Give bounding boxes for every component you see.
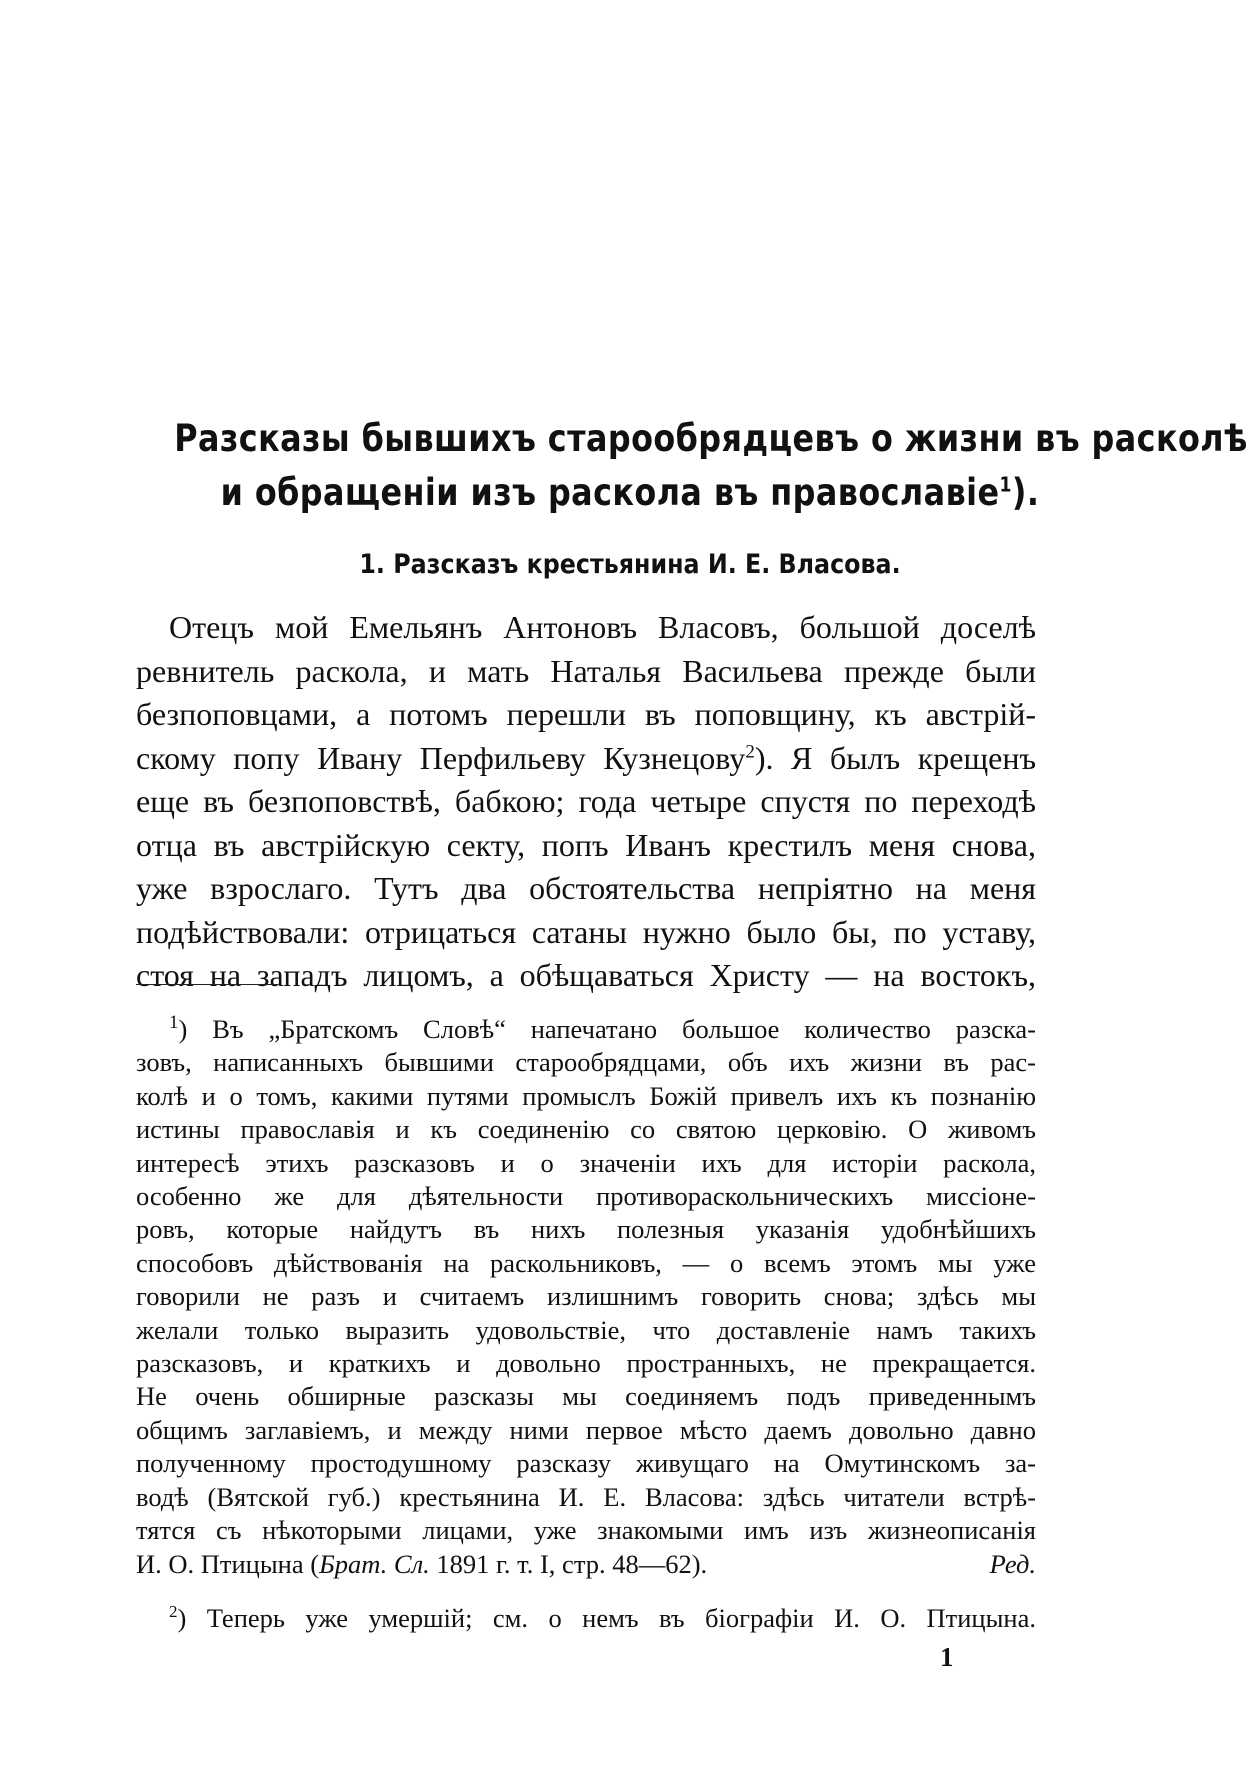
body-line: стоя на западъ лицомъ, а обѣщаваться Христу — на востокъ,	[136, 957, 1036, 993]
footnote-line: зовъ, написанныхъ бывшими старообрядцами, объ ихъ жизни въ рас-	[136, 1047, 1036, 1078]
footnote-line: общимъ заглавіемъ, и между ними первое мѣсто даемъ довольно давно	[136, 1414, 1036, 1445]
footnote-2-text: ) Теперь уже умершій; см. о немъ въ біографіи И. О. Птицына.	[177, 1603, 1036, 1633]
footnote-divider	[136, 984, 278, 985]
footnote-line: тятся съ нѣкоторыми лицами, уже знакомыми имъ изъ жизнеописанія	[136, 1515, 1036, 1546]
footnote-line: Не очень обширные разсказы мы соединяемъ подъ приведеннымъ	[136, 1381, 1036, 1412]
body-line: подѣйствовали: отрицаться сатаны нужно было бы, по уставу,	[136, 913, 1036, 950]
citation-prefix: И. О. Птицына (	[136, 1548, 320, 1579]
footnote-line: разсказовъ, и краткихъ и довольно пространныхъ, не прекращается.	[136, 1348, 1036, 1379]
body-line: уже взрослаго. Тутъ два обстоятельства непріятно на меня	[136, 870, 1036, 906]
footnote-line: ровъ, которые найдутъ въ нихъ полезныя указанія удобнѣйшихъ	[136, 1214, 1036, 1245]
article-title-line-2	[174, 466, 1086, 520]
article-title-line-1	[174, 412, 1248, 466]
footnote-line: говорили не разъ и считаемъ излишнимъ говорить снова; здѣсь мы	[136, 1281, 1036, 1312]
section-subtitle: 1. Разсказъ крестьянина И. Е. Власова.	[359, 549, 901, 580]
title-line-2-text: и обращеніи изъ раскола въ православіе	[220, 471, 1000, 514]
body-line: Отецъ мой Емельянъ Антоновъ Власовъ, большой доселѣ	[169, 609, 1036, 645]
body-line: безпоповцами, а потомъ перешли въ поповщину, къ австрій-	[136, 696, 1036, 732]
citation-source: Брат. Сл.	[319, 1548, 430, 1579]
title-line-1-text: Разсказы бывшихъ старообрядцевъ о жизни въ расколѣ	[174, 417, 1248, 460]
footnote-line: истины православія и къ соединенію со святою церковію. О живомъ	[136, 1114, 1036, 1145]
footnote-line: интересѣ этихъ разсказовъ и о значеніи ихъ для исторіи раскола,	[136, 1147, 1036, 1178]
footnote-2	[136, 1601, 1036, 1635]
body-line-with-note	[136, 737, 1036, 781]
body-paragraph	[136, 606, 1036, 998]
citation-suffix: 1891 г. т. I, стр. 48—62).	[429, 1548, 708, 1579]
title-close: ).	[1011, 471, 1040, 514]
body-line: отца въ австрійскую секту, попъ Иванъ крестилъ меня снова,	[136, 826, 1036, 863]
footnote-line: колѣ и о томъ, какими путями промыслъ Божій привелъ ихъ къ познанію	[136, 1080, 1036, 1111]
body-footnote-mark: 2	[745, 740, 755, 762]
footnote-2-mark: 2	[169, 1602, 178, 1622]
footnote-line-text: ) Въ „Братскомъ Словѣ“ напечатано большое количество разска-	[178, 1014, 1036, 1044]
footnote-line: полученному простодушному разсказу живущаго на Омутинскомъ за-	[136, 1448, 1036, 1479]
editor-signature: Ред.	[989, 1548, 1036, 1579]
footnote-1-mark: 1	[169, 1012, 179, 1034]
body-line: ревнитель раскола, и мать Наталья Васильева прежде были	[136, 652, 1036, 689]
footnote-citation	[136, 1548, 707, 1581]
footnote-line	[136, 1013, 1036, 1046]
title-footnote-mark: 1	[999, 472, 1012, 497]
body-line-text: скому попу Ивану Перфильеву Кузнецову	[136, 739, 746, 776]
body-line-tail: ). Я былъ крещенъ	[754, 739, 1037, 776]
footnote-line: особенно же для дѣятельности противораскольническихъ миссіоне-	[136, 1181, 1036, 1212]
footnote-last-line	[136, 1548, 1036, 1581]
page-number: 1	[940, 1642, 954, 1672]
body-line: еще въ безпоповствѣ, бабкою; года четыре спустя по переходѣ	[136, 783, 1036, 819]
footnote-line: желали только выразить удовольствіе, что доставленіе намъ такихъ	[136, 1314, 1036, 1345]
footnote-line: способовъ дѣйствованія на раскольниковъ, — о всемъ этомъ мы уже	[136, 1247, 1036, 1278]
footnote-1	[136, 1013, 1036, 1581]
footnote-line: водѣ (Вятской губ.) крестьянина И. Е. Власова: здѣсь читатели встрѣ-	[136, 1481, 1036, 1512]
